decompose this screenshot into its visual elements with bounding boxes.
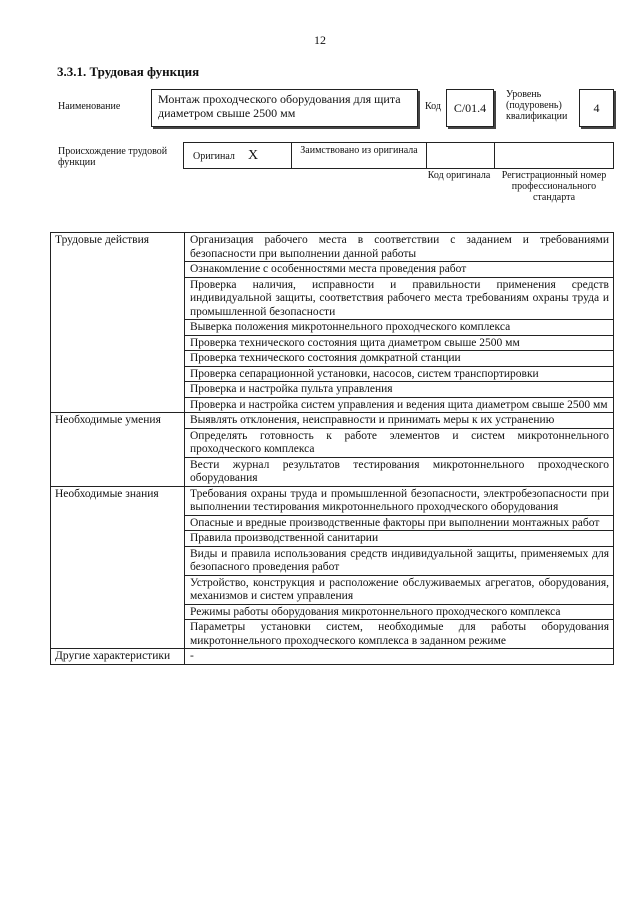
borrowed-cell	[292, 143, 427, 168]
function-name-box: Монтаж проходческого оборудования для щита диаметром свыше 2500 мм	[151, 89, 418, 127]
origin-row	[183, 142, 614, 169]
knowledge-item: Параметры установки систем, необходимые для работы оборудования микротоннельного проходческого комплекса в заданном режиме	[185, 620, 614, 649]
knowledge-item: Правила производственной санитарии	[185, 531, 614, 547]
original-mark: Х	[248, 148, 259, 163]
level-value-box: 4	[579, 89, 614, 127]
knowledge-label: Необходимые знания	[51, 486, 185, 649]
labor-action-item: Проверка и настройка пульта управления	[185, 382, 614, 398]
labor-action-item: Выверка положения микротоннельного проходческого комплекса	[185, 320, 614, 336]
borrowed-label: Заимствовано из оригинала	[300, 145, 418, 156]
knowledge-item: Требования охраны труда и промышленной безопасности, электробезопасности при выполнении тестирования микротоннельного проходческого оборудования	[185, 486, 614, 515]
labor-action-item: Организация рабочего места в соответствии с заданием и требованиями безопасности при выполнении данной работы	[185, 233, 614, 262]
skill-item: Определять готовность к работе элементов и систем микротоннельного проходческого комплекса	[185, 428, 614, 457]
labor-action-item: Проверка и настройка систем управления и ведения щита диаметром свыше 2500 мм	[185, 397, 614, 413]
function-table	[50, 232, 614, 665]
registration-number-label: Регистрационный номер профессионального стандарта	[501, 170, 607, 203]
code-original-cell	[427, 143, 495, 168]
labor-action-item: Проверка технического состояния щита диаметром свыше 2500 мм	[185, 335, 614, 351]
table-row	[51, 233, 614, 262]
function-code-box: С/01.4	[446, 89, 494, 127]
knowledge-item: Режимы работы оборудования микротоннельного проходческого комплекса	[185, 604, 614, 620]
page-number: 12	[314, 33, 326, 47]
level-label: Уровень (подуровень) квалификации	[506, 89, 568, 122]
other-characteristics-value: -	[185, 649, 614, 665]
section-title: 3.3.1. Трудовая функция	[57, 64, 200, 79]
other-characteristics-label: Другие характеристики	[51, 649, 185, 665]
knowledge-item: Опасные и вредные производственные факторы при выполнении монтажных работ	[185, 515, 614, 531]
labor-action-item: Проверка технического состояния домкратной станции	[185, 351, 614, 367]
original-label: Оригинал	[193, 151, 235, 162]
skill-item: Вести журнал результатов тестирования микротоннельного проходческого оборудования	[185, 457, 614, 486]
labor-actions-label: Трудовые действия	[51, 233, 185, 413]
original-cell	[184, 143, 292, 168]
skills-label: Необходимые умения	[51, 413, 185, 487]
skill-item: Выявлять отклонения, неисправности и принимать меры к их устранению	[185, 413, 614, 429]
code-label: Код	[425, 101, 441, 112]
name-label: Наименование	[58, 101, 121, 112]
labor-action-item: Проверка сепарационной установки, насосов, систем транспортировки	[185, 366, 614, 382]
code-original-label: Код оригинала	[427, 170, 491, 181]
registration-cell	[495, 143, 613, 168]
knowledge-item: Устройство, конструкция и расположение обслуживаемых агрегатов, оборудования, механизмов и систем управления	[185, 575, 614, 604]
table-row	[51, 413, 614, 429]
table-row	[51, 486, 614, 515]
labor-action-item: Ознакомление с особенностями места проведения работ	[185, 262, 614, 278]
labor-action-item: Проверка наличия, исправности и правильности применения средств индивидуальной защиты, соответствия рабочего места требованиям охраны труда и промышленной безопасности	[185, 277, 614, 320]
origin-label: Происхождение трудовой функции	[58, 146, 168, 168]
knowledge-item: Виды и правила использования средств индивидуальной защиты, применяемых для безопасного проведения работ	[185, 546, 614, 575]
table-row	[51, 649, 614, 665]
